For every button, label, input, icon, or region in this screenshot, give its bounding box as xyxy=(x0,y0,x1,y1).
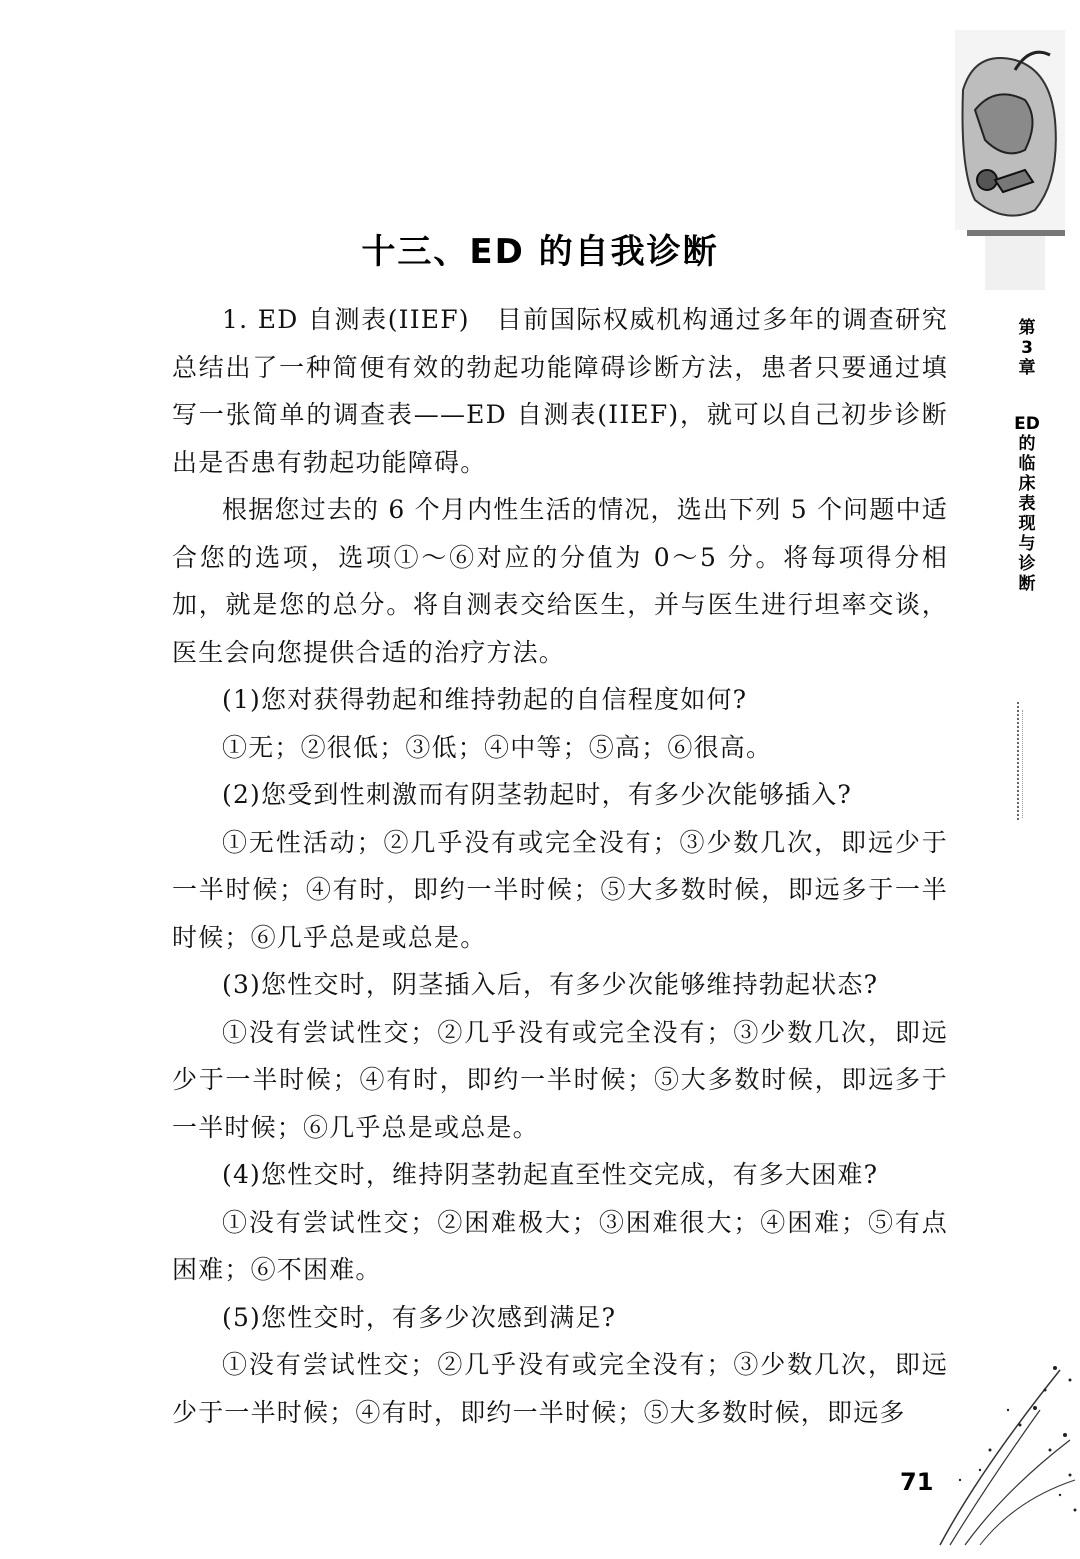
chapter-title-char: 表 xyxy=(1018,494,1036,514)
answer-options-1: ①无；②很低；③低；④中等；⑤高；⑥很高。 xyxy=(222,732,773,762)
sidebar-dotted-rule-secondary xyxy=(1022,710,1023,818)
chapter-title-char: 与 xyxy=(1018,534,1036,554)
chapter-char: 3 xyxy=(1021,338,1033,358)
chapter-title-char: 临 xyxy=(1018,454,1036,474)
question-1: (1)您对获得勃起和维持勃起的自信程度如何? xyxy=(222,685,748,714)
chapter-title-char: 的 xyxy=(1018,434,1036,454)
paragraph-instructions: 根据您过去的 6 个月内性生活的情况，选出下列 5 个问题中适合您的选项，选项①～⑥对应的分值为 0～5 分。将每项得分相加，就是您的总分。将自测表交给医生，并与医生进行坦率交谈，医生会向您提供合适的治疗方法。 xyxy=(172,495,948,667)
answer-options-4: ①没有尝试性交；②困难极大；③困难很大；④困难；⑤有点困难；⑥不困难。 xyxy=(172,1207,948,1284)
chapter-title-char: 现 xyxy=(1018,514,1036,534)
paragraph-intro: 1. ED 自测表(IIEF) 目前国际权威机构通过多年的调查研究总结出了一种简便有效的勃起功能障碍诊断方法，患者只要通过填写一张简单的调查表——ED 自测表(IIEF)，就可以自己初步诊断出是否患有勃起功能障碍。 xyxy=(172,305,948,477)
chapter-char: 章 xyxy=(1018,358,1036,378)
question-5: (5)您性交时，有多少次感到满足? xyxy=(222,1302,617,1332)
answer-options-3: ①没有尝试性交；②几乎没有或完全没有；③少数几次，即远少于一半时候；④有时，即约一半时候；⑤大多数时候，即远多于一半时候；⑥几乎总是或总是。 xyxy=(172,1017,948,1142)
chapter-title-char: 床 xyxy=(1018,474,1036,494)
question-2: (2)您受到性刺激而有阴茎勃起时，有多少次能够插入? xyxy=(222,780,853,809)
sparkle-decoration xyxy=(920,1350,1080,1550)
body-text xyxy=(172,296,948,1436)
section-title: 十三、ED 的自我诊断 xyxy=(361,232,719,272)
sidebar-dotted-rule xyxy=(1017,702,1019,820)
chapter-title-char: 断 xyxy=(1018,574,1036,594)
question-3: (3)您性交时，阴茎插入后，有多少次能够维持勃起状态? xyxy=(222,970,879,999)
chapter-title xyxy=(1012,414,1042,594)
chapter-title-char: 诊 xyxy=(1018,554,1036,574)
chapter-title-char: ED xyxy=(1014,414,1040,434)
chapter-sidebar xyxy=(1012,318,1042,594)
page-number: 71 xyxy=(900,1468,934,1496)
answer-options-2: ①无性活动；②几乎没有或完全没有；③少数几次，即远少于一半时候；④有时，即约一半时候；⑤大多数时候，即远多于一半时候；⑥几乎总是或总是。 xyxy=(172,827,948,952)
question-4: (4)您性交时，维持阴茎勃起直至性交完成，有多大困难? xyxy=(222,1160,879,1189)
chapter-char: 第 xyxy=(1018,318,1036,338)
answer-options-5: ①没有尝试性交；②几乎没有或完全没有；③少数几次，即远少于一半时候；④有时，即约一半时候；⑤大多数时候，即远多 xyxy=(172,1350,948,1427)
